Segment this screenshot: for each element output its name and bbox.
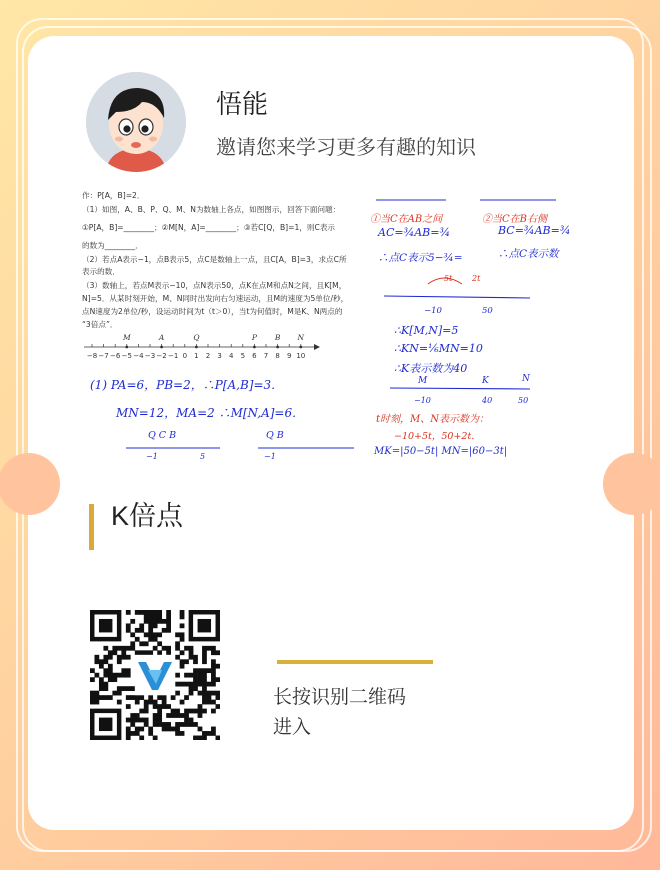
handwriting-note: −1 [264, 452, 276, 461]
qr-code[interactable] [90, 610, 220, 740]
number-line-point-label: P [251, 333, 257, 342]
number-line-tick-label: 3 [217, 352, 222, 360]
qr-hint-divider [277, 660, 433, 664]
number-line-tick-label: 2 [205, 352, 211, 360]
number-line-tick-label: 6 [252, 352, 257, 360]
number-line-tick-label: 7 [263, 352, 269, 360]
number-line-points [122, 333, 305, 348]
number-line-point [276, 346, 279, 349]
number-line-tick-label: 8 [275, 352, 280, 360]
question-line: ①P[A，B]=________；②M[N，A]=________；③若C[Q，B]=1，则C表示 [82, 223, 336, 232]
number-line-diagram [82, 330, 322, 364]
qr-finder-pattern [99, 718, 112, 731]
number-line-point [195, 346, 198, 349]
handwriting-note: ∴K[M,N]=5 [394, 324, 459, 337]
question-line: （2）若点A表示−1，点B表示5，点C是数轴上一点，且C[A，B]=3，求点C所 [82, 255, 347, 264]
number-line-point-label: A [158, 333, 165, 342]
question-line: “3倍点”． [82, 320, 118, 329]
handwriting-note: −1 [146, 452, 158, 461]
number-line-tick-label: 4 [228, 352, 234, 360]
number-line-tick-label: 5 [240, 352, 246, 360]
qr-finder-pattern [99, 619, 112, 632]
handwriting-note: ∴点C表示5−¾= [378, 252, 463, 264]
qr-hint [273, 683, 406, 743]
handwriting-note: ①当C在AB之间 [370, 214, 443, 225]
number-line-tick-label: −4 [133, 352, 144, 360]
number-line-point-label: B [274, 333, 281, 342]
handwriting-note: ∴点C表示数 [498, 248, 559, 260]
cartoon-boy-avatar-icon [86, 72, 186, 172]
number-line-point [299, 346, 302, 349]
avatar[interactable] [86, 72, 186, 172]
number-line-point-label: M [122, 333, 131, 342]
worksheet-preview-image[interactable] [78, 180, 582, 466]
ticket-notch-right [603, 453, 660, 515]
handwriting-note: 2t [472, 274, 481, 283]
number-line-tick-label: 1 [194, 352, 199, 360]
handwriting-note: BC=¾AB=¾ [498, 224, 571, 237]
qr-hint-line2: 进入 [273, 717, 312, 738]
handwriting-note: N [522, 374, 530, 384]
handwriting-note: ∴KN=⅙MN=10 [394, 342, 483, 355]
ticket-notch-left [0, 453, 60, 515]
handwriting-note: 50 [482, 306, 493, 316]
number-line-tick-label: 9 [286, 352, 292, 360]
number-line-tick-label: −3 [144, 352, 156, 360]
number-line-point-label: N [297, 333, 305, 342]
number-line-tick-label: −7 [98, 352, 109, 360]
handwriting-note: Q C B [148, 430, 177, 441]
handwriting-note: −10+5t，50+2t． [394, 431, 481, 442]
user-name: 悟能 [216, 89, 269, 119]
question-line: （1）如图，A、B、P、Q、M、N为数轴上各点，如图图示，回答下面问题： [82, 205, 341, 214]
number-line-tick-label: 0 [182, 352, 188, 360]
number-line-point-label: Q [193, 333, 200, 342]
number-line-tick-label: 10 [296, 352, 306, 360]
handwriting-note: K [482, 376, 489, 386]
handwriting-note: t时刻，M、N表示数为： [376, 414, 490, 425]
qr-hint-line1: 长按识别二维码 [273, 687, 407, 708]
question-line: 点N速度为2单位/秒，设运动时间为t（t＞0），当t为何值时，M是K、N两点的 [82, 307, 343, 316]
question-line: （3）数轴上，若点M表示−10，点N表示50，点K在点M和点N之间，且K[M， [82, 281, 347, 290]
handwriting-note: AC=¾AB=¾ [378, 226, 451, 239]
question-line: 表示的数． [82, 267, 120, 276]
number-line-tick-label: −2 [156, 352, 167, 360]
section-title: K倍点 [111, 501, 184, 531]
handwriting-note: 5t [444, 274, 453, 283]
title-accent-bar [89, 504, 94, 550]
number-line-tick-label: −1 [168, 352, 179, 360]
number-line-tick-label: −6 [110, 352, 121, 360]
handwriting-note: 5 [200, 452, 206, 461]
number-line-point [160, 346, 163, 349]
handwriting-note: (1) PA=6，PB=2，∴P[A,B]=3． [90, 378, 284, 392]
handwriting-note: 50 [518, 396, 529, 405]
question-line: N]=5．从某时刻开始，M、N同时出发向右匀速运动，且M的速度为5单位/秒， [82, 294, 349, 303]
handwriting-note: −10 [414, 396, 431, 405]
handwriting-note: −10 [424, 306, 442, 316]
handwriting-note: Q B [266, 430, 284, 441]
number-line-tick-label: −5 [121, 352, 132, 360]
handwriting-note: ②当C在B右侧 [482, 214, 547, 225]
handwriting-note: MN=12，MA=2 ∴M[N,A]=6． [116, 406, 305, 420]
qr-code-icon [90, 610, 220, 740]
qr-finder-pattern [198, 619, 211, 632]
question-line: 的数为________． [82, 241, 143, 250]
handwriting-note: MK=|50−5t| MN=|60−3t| [374, 446, 508, 457]
handwriting-note: M [418, 376, 428, 386]
number-line-point [125, 346, 128, 349]
number-line-tick-label: −8 [86, 352, 98, 360]
number-line-point [253, 346, 256, 349]
question-line: 作：P[A，B]=2． [82, 191, 145, 200]
handwriting-note: 40 [482, 396, 493, 405]
invite-text: 邀请您来学习更多有趣的知识 [216, 137, 476, 159]
handwriting-note: ∴K表示数为40 [394, 362, 468, 375]
